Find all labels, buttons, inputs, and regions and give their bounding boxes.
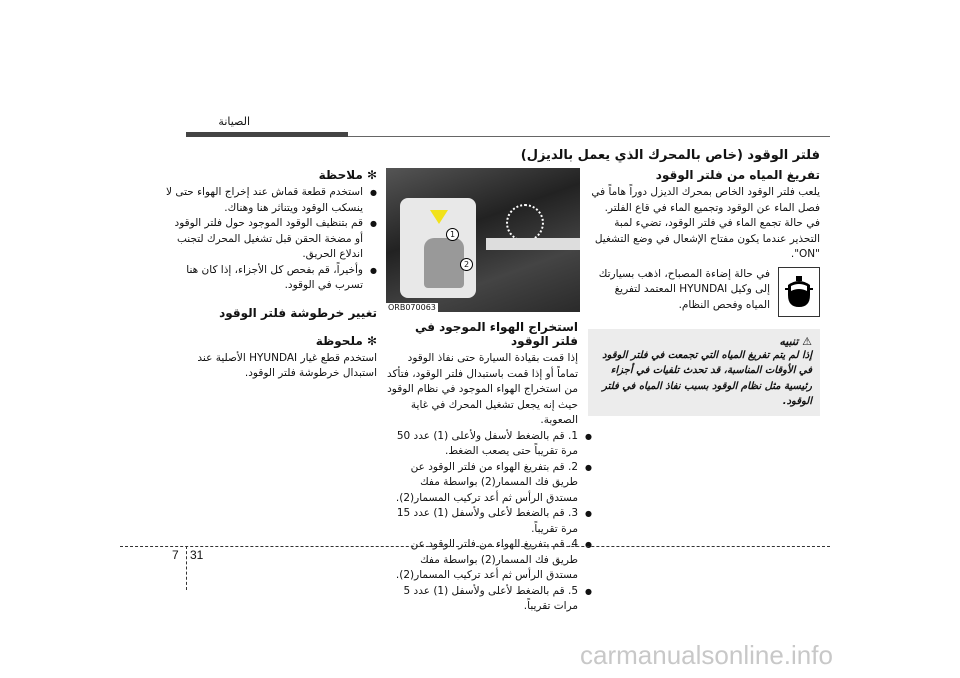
drain-heading: تفريغ المياه من فلتر الوقود: [655, 168, 820, 182]
left-column: [165, 168, 377, 382]
step: ● 2. قم بتفريغ الهواء من فلتر الوقود عن طريق فك المسمار(2) بواسطة مفك مستدق الرأس ثم أعد تركيب المسمار(2).: [386, 460, 578, 507]
callout-1: 1: [446, 228, 459, 241]
note-bullet: ● استخدم قطعة قماش عند إخراج الهواء حتى لا ينسكب الوقود ويتناثر هنا وهناك.: [165, 185, 363, 216]
footer-rule: [120, 546, 830, 547]
bleed-heading: استخراج الهواء الموجود في فلتر الوقود: [414, 320, 578, 348]
page-number: 31: [190, 548, 204, 562]
callout-2: 2: [460, 258, 473, 271]
middle-column: [386, 320, 578, 615]
step: ● 5. قم بالضغط لأعلى ولأسفل (1) عدد 5 مرات تقريباً.: [386, 584, 578, 615]
note-bullet: ● وأخيراً، قم بفحص كل الأجزاء، إذا كان هنا تسرب في الوقود.: [165, 263, 363, 294]
footer-divider: [186, 546, 187, 590]
bleed-intro: إذا قمت بقيادة السيارة حتى نفاذ الوقود تماماً أو إذا قمت باستبدال فلتر الوقود، فتأكد من استخراج الهواء الموجود في نظام الوقود حيث إنه يجعل تشغيل المحرك في غاية الصعوبة.: [387, 352, 578, 426]
right-column: [588, 168, 820, 416]
water-in-fuel-warning-icon: [778, 267, 820, 317]
cartridge-heading: تغيير خرطوشة فلتر الوقود: [219, 305, 377, 320]
image-code: ORB070063: [388, 303, 436, 312]
fuel-filter-illustration: [386, 168, 580, 312]
note2-text: استخدم قطع غيار HYUNDAI الأصلية عند استبدال خرطوشة فلتر الوقود.: [197, 351, 377, 379]
step: ● 4. قم بتفريغ الهواء من فلتر الوقود عن طريق فك المسمار(2) بواسطة مفك مستدق الرأس ثم أعد تركيب المسمار(2).: [386, 537, 578, 584]
step: ● 1. قم بالضغط لأسفل ولأعلى (1) عدد 50 مرة تقريباً حتى يصعب الضغط.: [386, 429, 578, 460]
warning-triangle-icon: ⚠: [802, 334, 812, 348]
watermark: carmanualsonline.info: [580, 640, 833, 670]
caution-text: إذا لم يتم تفريغ المياه التي تجمعت في فلتر الوقود في الأوقات المناسبة، قد تحدث تلفيات في أجزاء رئيسية مثل نظام الوقود بسبب نفاذ المياه في فلتر الوقود.: [602, 349, 812, 407]
header-rule: [348, 136, 830, 137]
caution-title: تنبيه: [779, 334, 799, 348]
drain-p1: يلعب فلتر الوقود الخاص بمحرك الديزل دوراً هاماً في فصل الماء عن الوقود وتجميع الماء في قاع الفلتر.: [591, 186, 820, 214]
page-title: فلتر الوقود (خاص بالمحرك الذي يعمل بالديزل): [520, 148, 820, 163]
arrow-icon: [430, 210, 448, 224]
chapter-number: 7: [172, 548, 179, 562]
note-list: [165, 185, 377, 294]
section-label: الصيانة: [218, 115, 250, 128]
header-bar: [186, 132, 348, 137]
drain-p3: في حالة إضاءة المصباح، اذهب بسيارتك إلى وكيل HYUNDAI المعتمد لتفريغ المياه وفحص النظام.: [598, 267, 770, 311]
note-bullet: ● قم بتنظيف الوقود الموجود حول فلتر الوقود أو مضخة الحقن قبل تشغيل المحرك لتجنب اندلاع الحريق.: [165, 216, 363, 263]
note2-title: ✻ ملحوظة: [315, 333, 377, 348]
bleed-steps: [386, 429, 578, 615]
note-title: ✻ ملاحظة: [318, 168, 377, 182]
drain-p2: في حالة تجمع الماء في فلتر الوقود، تضيء لمبة التحذير عندما يكون مفتاح الإشعال في وضع التشغيل "ON".: [594, 217, 820, 260]
caution-box: [588, 329, 820, 416]
step: ● 3. قم بالضغط لأعلى ولأسفل (1) عدد 15 مرة تقريباً.: [386, 506, 578, 537]
